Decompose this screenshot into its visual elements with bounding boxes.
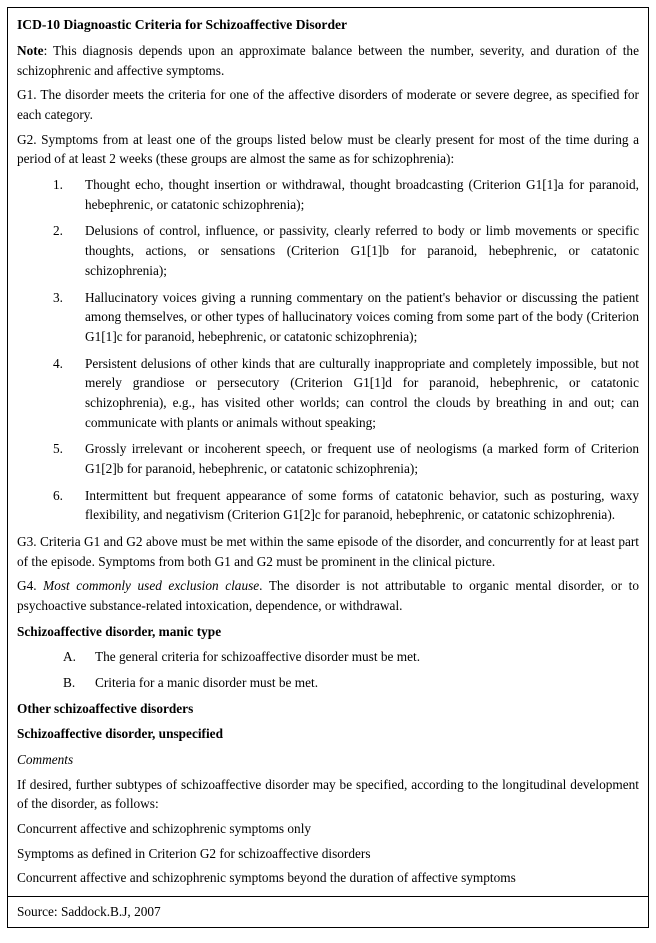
list-item <box>17 288 639 347</box>
criteria-content-cell <box>8 8 648 897</box>
manic-type-heading: Schizoaffective disorder, manic type <box>17 623 222 639</box>
comment-line: Concurrent affective and schizophrenic symptoms beyond the duration of affective symptoms <box>17 870 516 886</box>
list-marker: 2. <box>53 223 63 239</box>
g4-prefix: G4. <box>17 578 44 594</box>
list-text: Intermittent but frequent appearance of some forms of catatonic behavior, such as posturing, waxy flexibility, and negativism (Criterion G1[2]c for paranoid, hebephrenic, or catatonic schizophrenia). <box>85 487 639 523</box>
list-marker: 3. <box>53 289 63 305</box>
list-item <box>17 439 639 478</box>
comment-lines <box>17 819 639 888</box>
criterion-g4 <box>17 576 639 615</box>
list-item <box>17 673 639 693</box>
criteria-table <box>7 7 649 928</box>
list-text: Criteria for a manic disorder must be met. <box>95 674 319 690</box>
criterion-g1: G1. The disorder meets the criteria for one of the affective disorders of moderate or severe degree, as specified for each category. <box>17 87 639 123</box>
note-text: : This diagnosis depends upon an approximate balance between the number, severity, and duration of the schizophrenic and affective symptoms. <box>17 43 639 78</box>
list-marker: 1. <box>53 177 63 193</box>
list-marker: 6. <box>53 487 63 503</box>
unspecified-heading: Schizoaffective disorder, unspecified <box>17 726 223 742</box>
other-disorders-heading: Other schizoaffective disorders <box>17 700 194 716</box>
list-text: Thought echo, thought insertion or withdrawal, thought broadcasting (Criterion G1[1]a for paranoid, hebephrenic, or catatonic schizophrenia); <box>85 177 639 212</box>
list-text: Grossly irrelevant or incoherent speech, or frequent use of neologisms (a marked form of Criterion G1[2]b for paranoid, hebephrenic, or catatonic schizophrenia); <box>85 441 639 476</box>
g2-symptom-list <box>17 175 639 525</box>
comments-text: If desired, further subtypes of schizoaffective disorder may be specified, according to the longitudinal development of the disorder, as follows: <box>17 776 639 812</box>
list-text: Delusions of control, influence, or passivity, clearly referred to body or limb movements or specific thoughts, actions, or sensations (Criterion G1[1]b for paranoid, hebephrenic, or catatonic schizophrenia); <box>85 223 639 278</box>
list-marker: 4. <box>53 355 63 371</box>
note-paragraph <box>17 41 639 80</box>
list-marker: A. <box>63 649 76 665</box>
list-item <box>17 486 639 525</box>
manic-criteria-list <box>17 647 639 692</box>
source-text: Source: Saddock.B.J, 2007 <box>17 903 161 919</box>
g4-italic-clause: Most commonly used exclusion clause <box>43 578 260 594</box>
criterion-g2: G2. Symptoms from at least one of the groups listed below must be clearly present for most of the time during a period of at least 2 weeks (these groups are almost the same as for schizophrenia): <box>17 131 639 167</box>
list-item <box>17 354 639 433</box>
criterion-g3: G3. Criteria G1 and G2 above must be met within the same episode of the disorder, and concurrently for at least part of the episode. Symptoms from both G1 and G2 must be prominent in the clinical picture. <box>17 533 639 569</box>
list-text: The general criteria for schizoaffective disorder must be met. <box>95 649 421 665</box>
list-item <box>17 221 639 280</box>
list-item <box>17 175 639 214</box>
comment-line: Symptoms as defined in Criterion G2 for schizoaffective disorders <box>17 845 371 861</box>
comment-line: Concurrent affective and schizophrenic symptoms only <box>17 820 312 836</box>
list-text: Persistent delusions of other kinds that are culturally inappropriate and completely impossible, but not merely grandiose or persecutory (Criterion G1[1]d for paranoid, hebephrenic, or catatonic schizophrenia), e.g., has visited other worlds; can control the clouds by breathing in and out; can communicate with plants or animals without speaking; <box>85 355 639 430</box>
list-item <box>17 647 639 667</box>
source-cell <box>8 897 648 927</box>
list-text: Hallucinatory voices giving a running commentary on the patient's behavior or discussing the patient among themselves, or other types of hallucinatory voices coming from some part of the body (Criterion G1[1]c for paranoid, hebephrenic, or catatonic schizophrenia); <box>85 289 639 344</box>
g4-rest: . The disorder is not attributable to organic mental disorder, or to psychoactive substance-related intoxication, dependence, or withdrawal. <box>17 578 639 613</box>
comments-heading: Comments <box>17 751 74 767</box>
note-label: Note <box>17 43 44 59</box>
list-marker: 5. <box>53 441 63 457</box>
list-marker: B. <box>63 674 76 690</box>
page-title: ICD-10 Diagnoastic Criteria for Schizoaffective Disorder <box>17 17 348 32</box>
